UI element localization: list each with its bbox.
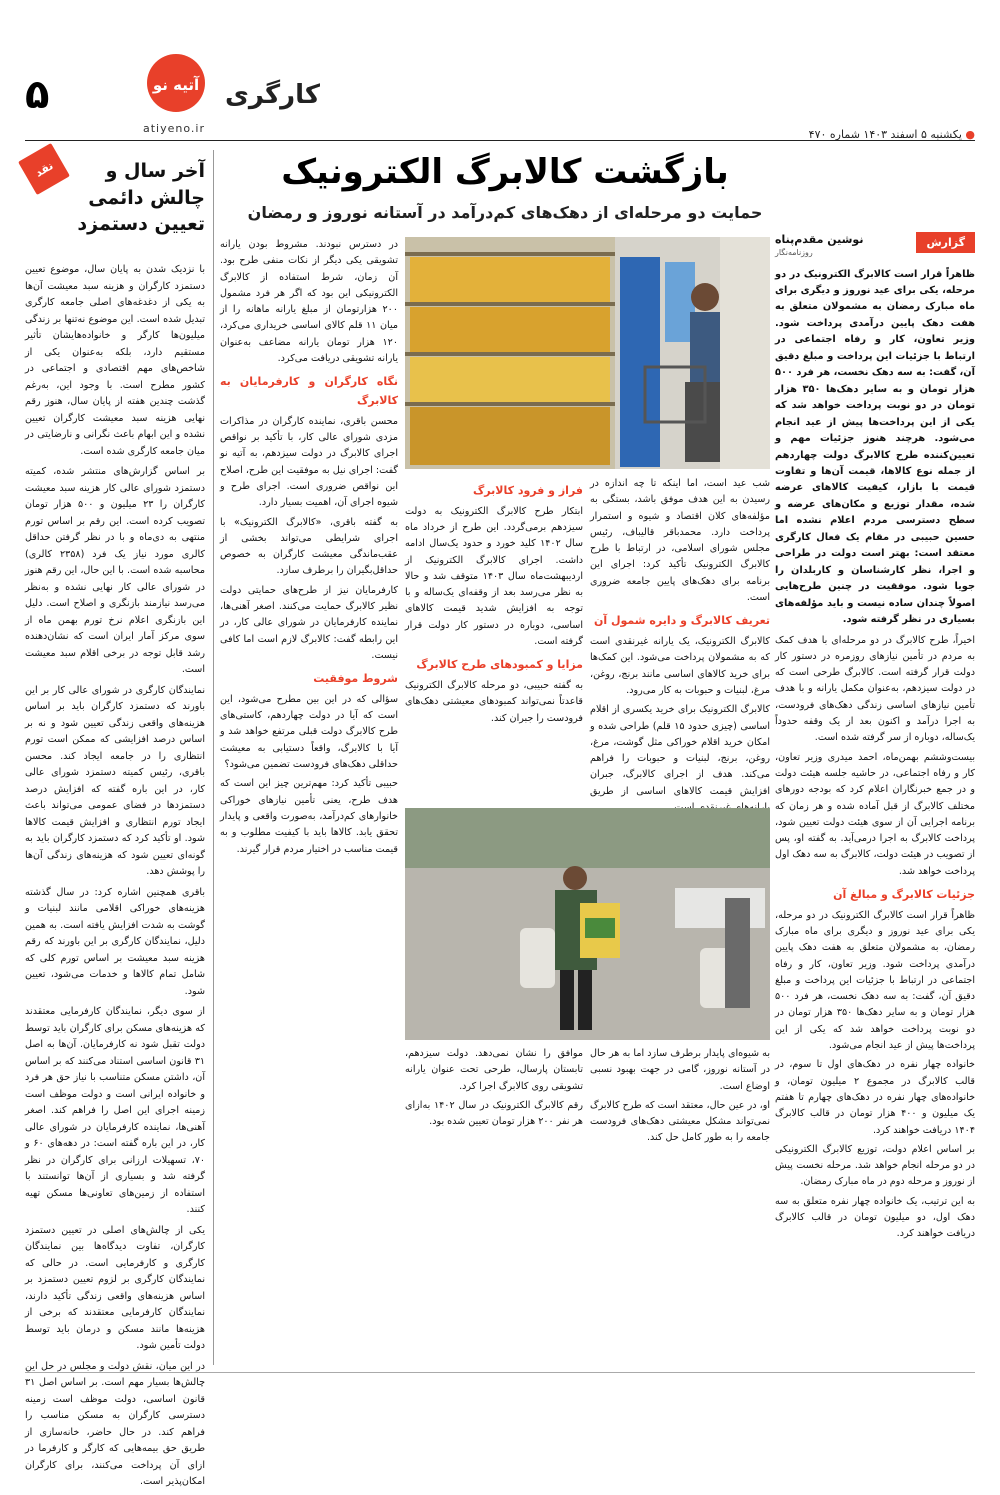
section-title: کارگری <box>225 80 320 110</box>
critique-tag: نقد <box>18 143 70 195</box>
section-heading: تعریف کالابرگ و دایره شمول آن <box>593 614 770 628</box>
section-heading: مزایا و کمبودهای طرح کالابرگ <box>416 658 583 672</box>
section-heading: شروط موفقیت <box>313 672 398 686</box>
svg-text:آتیه نو: آتیه نو <box>152 76 200 94</box>
masthead <box>25 50 975 141</box>
supermarket-illustration <box>405 237 770 469</box>
body-paragraph: موافق را نشان نمی‌دهد. دولت سیزدهم، تابستان پارسال، طرحی تحت عنوان یارانه تشویقی روی کالابرگ اجرا کرد. <box>405 1048 583 1092</box>
body-paragraph: به این ترتیب، یک خانواده چهار نفره متعلق به سه دهک اول، دو میلیون تومان در قالب کالابرگ دریافت خواهند کرد. <box>775 1195 975 1240</box>
body-paragraph: به گفته باقری، «کالابرگ الکترونیک» با اجرای شرایطی می‌تواند بخشی از عقب‌ماندگی معیشت کارگران به خصوص حداقل‌بگیران را برطرف سازد. <box>220 516 398 577</box>
middle-right-column <box>590 476 770 816</box>
middle-center-column <box>405 476 583 727</box>
column-divider <box>213 150 214 1365</box>
body-paragraph: به گفته حبیبی، دو مرحله کالابرگ الکترونیک قاعدتاً نمی‌تواند کمبودهای معیشتی دهک‌های فرودست را جبران کند. <box>405 680 583 724</box>
body-paragraph: سؤالی که در این بین مطرح می‌شود، این است که آیا در دولت چهاردهم، کاستی‌های طرح کالابرگ دولت قبلی مرتفع خواهد شد و آیا با کالابرگ، واقعاً دستیابی به معیشت حداقلی دهک‌های فرودست تضمین می‌شود؟ <box>220 693 398 771</box>
section-heading: جزئیات کالابرگ و مبالغ آن <box>833 888 975 901</box>
section-heading: فراز و فرود کالابرگ <box>473 484 583 497</box>
main-headline: بازگشت کالابرگ الکترونیک <box>281 152 729 192</box>
body-paragraph: در دسترس نبودند. مشروط بودن یارانه تشویقی یکی دیگر از نکات منفی طرح بود. آن زمان، شرط استفاده از کالابرگ الکترونیکی این بود که اگر هر فرد مشمول ۲۰۰ هزارتومان از مبلغ یارانه ماهانه را از میان ۱۱ قلم کالای اساسی خریداری می‌کرد، ۱۲۰ هزار تومان یارانه مضاعف به‌عنوان یارانه تشویقی دریافت می‌کرد. <box>220 239 398 365</box>
body-paragraph: شب عید است، اما اینکه تا چه اندازه در رسیدن به این هدف موفق باشد، بستگی به مؤلفه‌های کلان اقتصاد و شیوه و استمرار پرداخت دارد. محمدباقر قالیباف، رئیس مجلس شورای اسلامی، در ارتباط با طرح کالابرگ الکترونیک تأکید کرد: اجرای این برنامه برای دهک‌های پایین جامعه ضروری است. <box>590 478 770 604</box>
body-paragraph: حبیبی تأکید کرد: مهم‌ترین چیز این است که هدف طرح، یعنی تأمین نیازهای خوراکی خانوارهای کم‌درآمد، به‌صورت واقعی و پایدار تحقق یابد. کالاها باید با کیفیت مطلوب و به قیمت مناسب در اختیار مردم قرار گیرند. <box>220 778 398 855</box>
left-commentary-column <box>25 150 205 1487</box>
middle-left-column <box>220 237 398 858</box>
photo-shopping-bags <box>405 808 770 1040</box>
left-headline: آخر سال و چالش دائمی تعیین دستمزد <box>77 160 205 236</box>
author-role: روزنامه‌نگار <box>775 248 813 258</box>
left-body <box>25 262 205 1495</box>
right-body <box>775 633 975 1243</box>
body-paragraph: کارفرمایان نیز از طرح‌های حمایتی دولت نظیر کالابرگ حمایت می‌کنند. اصغر آهنی‌ها، نماینده کارفرمایان در شورای عالی کار، در این رابطه گفت: کالابرگ لازم است اما کافی نیست. <box>220 584 398 661</box>
left-paragraph: بر اساس گزارش‌های منتشر شده، کمیته دستمزد شورای عالی کار هزینه سبد معیشت کارگران را ۲۳ میلیون و ۵۰۰ هزار تومان تصویب کرده است. این رقم بر اساس تورم منتهی به دی‌ماه و با در نظر گرفتن حداقل کالری مورد نیاز یک فرد (۲۳۵۸ کالری) محاسبه شده است. با این حال، این رقم هنوز در شورای عالی کار نهایی نشده و به‌نظر می‌رسد نیازمند بازنگری و اصلاح است. دلیل این بازنگری اعلام نرخ تورم بهمن ماه از سوی مرکز آمار ایران است که نشان‌دهنده رشد قابل توجه در برخی اقلام سبد معیشت است. <box>25 466 205 675</box>
body-paragraph: ظاهراً قرار است کالابرگ الکترونیک در دو مرحله، یکی برای عید نوروز و دیگری برای ماه مبارک رمضان، به مشمولان متعلق به هفت دهک پایین درآمدی پرداخت شود. وزیر تعاون، کار و رفاه اجتماعی در ارتباط با جزئیات این پرداخت و مبلغ دقیق آن، گفت: به سه دهک نخست، هر فرد ۵۰۰ هزار تومان و به سایر دهک‌ها ۳۵۰ هزار تومان در دو نوبت پرداخت خواهد شد که یکی از این پرداخت‌ها پیش از عید انجام می‌شود. <box>775 909 975 1052</box>
body-paragraph: کالابرگ الکترونیک، یک یارانه غیرنقدی است که به مشمولان پرداخت می‌شود. این کمک‌ها برای خرید کالاهای اساسی مانند برنج، روغن، مرغ، لبنیات و حبوبات به کار می‌رود. <box>590 636 770 696</box>
body-paragraph: بیست‌وششم بهمن‌ماه، احمد میدری وزیر تعاون، کار و رفاه اجتماعی، در حاشیه جلسه هیئت دولت و در جمع خبرنگاران اعلام کرد که بودجه دورهای مختلف کالابرگ از قبل آماده شده و هر زمان که برنامه اجرایی آن از سوی هیئت دولت تعیین شود، پرداخت کالابرگ به اجرا درمی‌آید. به گفته او، پس از تصویب در هیئت دولت، کالابرگ به سه دهک اول پرداخت خواهد شد. <box>775 751 975 877</box>
photo-supermarket <box>405 237 770 469</box>
body-paragraph: خانواده چهار نفره در دهک‌های اول تا سوم، در قالب کالابرگ در مجموع ۲ میلیون تومان، و خانواده‌های چهار نفره در دهک‌های چهارم تا هفتم یک میلیون و ۴۰۰ هزار تومان در قالب کالابرگ ۱۴۰۴ دریافت خواهند کرد. <box>775 1059 975 1136</box>
body-paragraph: بر اساس اعلام دولت، توزیع کالابرگ الکترونیکی در دو مرحله انجام خواهد شد. مرحله نخست پیش از نوروز و مرحله دوم در ماه مبارک رمضان. <box>775 1143 975 1188</box>
left-paragraph: یکی از چالش‌های اصلی در تعیین دستمزد کارگران، تفاوت دیدگاه‌ها بین نمایندگان کارگری و کارفرمایی است. در حالی که نمایندگان کارگری بر لزوم تعیین دستمزد بر اساس هزینه‌های واقعی زندگی تأکید دارند، نمایندگان کارفرمایی معتقدند که برخی از هزینه‌ها مانند مسکن و درمان باید توسط دولت تأمین شود. <box>25 1224 205 1351</box>
lead-paragraph: ظاهراً قرار است کالابرگ الکترونیک در دو مرحله، یکی برای عید نوروز و دیگری برای ماه مبارک رمضان به مشمولان متعلق به هفت دهک پایین درآمدی پرداخت شود. وزیر تعاون، کار و رفاه اجتماعی در ارتباط با جزئیات این پرداخت و مبلغ دقیق آن، گفت: به سه دهک نخست، هر فرد ۵۰۰ هزار تومان و به سایر دهک‌ها ۳۵۰ هزار تومان در دو نوبت پرداخت خواهد شد که یکی از این پرداخت‌ها پیش از عید انجام می‌شود. هرچند هنوز جزئیات مهم و تعیین‌کننده طرح کالابرگ دولت چهاردهم از جمله نوع کالاها، قیمت آن‌ها و تفاوت قیمت با بازار، کیفیت کالاهای عرضه شده، مقدار توزیع و مکان‌های عرضه و سطح دسترسی مردم اعلام نشده اما حسین حبیبی در مقام یک فعال کارگری معتقد است: بهتر است دولت در طراحی و اجرا، نظر کارشناسان و کاربلدان را جویا شود. موفقیت در چنین طرح‌هایی اصولاً چندان ساده نیست و باید مؤلفه‌های بسیاری در نظر گرفته شود. <box>775 268 975 626</box>
bottom-right-column <box>590 1046 770 1147</box>
body-paragraph: به شیوه‌ای پایدار برطرف سازد اما به هر حال در آستانه نوروز، گامی در جهت بهبود نسبی اوضاع است. <box>590 1048 770 1092</box>
body-paragraph: کالابرگ الکترونیک برای خرید یکسری از اقلام اساسی (چیزی حدود ۱۵ قلم) طراحی شده و امکان خرید اقلام خوراکی مثل گوشت، مرغ، روغن، برنج، لبنیات و حبوبات را فراهم می‌کند. هدف از اجرای کالابرگ، جبران افزایش قیمت کالاهای اساسی از طریق <box>590 704 770 797</box>
header-rule <box>25 140 975 141</box>
newspaper-logo <box>145 52 207 114</box>
bullet-icon: ● <box>965 128 975 141</box>
issue-date-number: یکشنبه ۵ اسفند ۱۴۰۳ شماره ۴۷۰ <box>808 128 962 141</box>
left-paragraph: باقری همچنین اشاره کرد: در سال گذشته هزینه‌های خوراکی اقلامی مانند لبنیات و گوشت به شدت افزایش یافته است. به همین دلیل، نمایندگان کارگری بر این باورند که رقم هزینه سبد معیشت بر اساس تورم کلی که شامل تمام کالاها و خدمات می‌شود، تعیین شود. <box>25 886 205 997</box>
page-number: ۵ <box>25 72 50 118</box>
left-paragraph: با نزدیک شدن به پایان سال، موضوع تعیین دستمزد کارگران و هزینه سبد معیشت آن‌ها به یکی از دغدغه‌های اصلی جامعه کارگری تبدیل شده است. این موضوع نه‌تنها بر زندگی میلیون‌ها کارگر و خانواده‌هایشان تأثیر مستقیم دارد، بلکه به‌عنوان یکی از شاخص‌های مهم اقتصادی و اجتماعی در کشور مطرح است. با وجود این، به‌رغم گذشت چندین هفته از پایان سال، هنوز رقم نهایی هزینه سبد معیشت کارگران تعیین نشده و این ابهام باعث نگرانی و نارضایتی در میان جامعه کارگری شده است. <box>25 264 205 457</box>
body-paragraph: رقم کالابرگ الکترونیک در سال ۱۴۰۲ به‌ازای هر نفر ۲۰۰ هزار تومان تعیین شده بود. <box>405 1099 583 1128</box>
body-paragraph: اخیراً، طرح کالابرگ در دو مرحله‌ای با هدف کمک به مردم در تأمین نیازهای روزمره در دستور کار دولت قرار گرفته است. کالابرگ طرحی است که در دولت سیزدهم، به‌عنوان مکمل یارانه و با هدف تأمین نیازهای اساسی زندگی دهک‌های فرودست، به اجرا درآمد و اکنون بعد از یک وقفه حدوداً یک‌ساله، دوباره از سر گرفته شده است. <box>775 634 975 744</box>
left-paragraph: از سوی دیگر، نمایندگان کارفرمایی معتقدند که هزینه‌های مسکن برای کارگران باید توسط دولت تقبل شود نه کارفرمایان. آن‌ها به اصل ۳۱ قانون اساسی استناد می‌کنند که بر اساس آن، داشتن مسکن متناسب با نیاز حق هر فرد و خانواده ایرانی است و دولت موظف است زمینه اجرای این اصل را فراهم کند. اصغر آهنی‌ها، نماینده کارفرمایان در شورای عالی کار، در این باره گفته است: در دهه‌های ۶۰ و ۷۰، تسهیلات ارزانی برای کارگران در نظر گرفته شد و بسیاری از آن‌ها توانستند با استفاده از زمین‌های تعاونی‌ها مسکن تهیه کنند. <box>25 1006 205 1215</box>
left-paragraph: نمایندگان کارگری در شورای عالی کار بر این باورند که دستمزد کارگران باید بر اساس هزینه‌های واقعی زندگی تعیین شود و نه بر اساس درصد افزایشی که ممکن است تورم انتظاری را در جامعه ایجاد کند. محسن باقری، رئیس کمیته دستمزد شورای عالی کار، در این باره گفته که افزایش درصد دستمزدها در فضای عمومی می‌تواند باعث ایجاد تورم انتظاری و افزایش قیمت کالاها شود. او تأکید کرد که دستمزد کارگران باید به گونه‌ای تعیین شود که هزینه‌های زندگی آن‌ها را پوشش دهد. <box>25 684 205 877</box>
site-url[interactable]: atiyeno.ir <box>143 122 205 135</box>
street-illustration <box>405 808 770 1040</box>
body-paragraph: ابتکار طرح کالابرگ الکترونیک به دولت سیزدهم برمی‌گردد. این طرح از خرداد ماه سال ۱۴۰۲ کلید خورد و حدود یک‌سال ادامه داشت. اجرای کالابرگ الکترونیک از اردیبهشت‌ماه سال ۱۴۰۳ متوقف شد و حالا به نظر می‌رسد بعد از وقفه‌ای یک‌ساله و با توجه به افزایش شدید قیمت کالاهای اساسی، دوباره در دستور کار دولت قرار گرفته است. <box>405 505 584 648</box>
report-header <box>775 232 975 259</box>
body-paragraph: او، در عین حال، معتقد است که طرح کالابرگ نمی‌تواند مشکل معیشتی دهک‌های فرودست جامعه را به طور کامل حل کند. <box>590 1099 770 1144</box>
main-subhead: حمایت دو مرحله‌ای از دهک‌های کم‌درآمد در آستانه نوروز و رمضان <box>247 203 763 222</box>
footer-rule <box>25 1372 975 1373</box>
right-column <box>775 232 975 1246</box>
byline <box>775 232 863 259</box>
body-paragraph: محسن باقری، نماینده کارگران در مذاکرات مزدی شورای عالی کار، با تأکید بر نواقص اجرای کالابرگ در دولت سیزدهم، به آتیه نو گفت: اجرای نیل به موفقیت این طرح، اصلاح این نواقص ضروری است. اجرای طرح و شیوه اجرای آن، اهمیت بسیار دارد. <box>220 415 398 509</box>
left-paragraph: در این میان، نقش دولت و مجلس در حل این چالش‌ها بسیار مهم است. بر اساس اصل ۳۱ قانون اساسی، دولت موظف است زمینه دسترسی کارگران به مسکن مناسب را فراهم کند. در حال حاضر، خانه‌سازی از طریق حق بیمه‌هایی که کارگر و کارفرما در ازای آن پرداخت می‌کنند، برای کارگران امکان‌پذیر است. <box>25 1360 205 1487</box>
section-heading: نگاه کارگران و کارفرمایان به کالابرگ <box>220 375 398 408</box>
bottom-center-column <box>405 1046 583 1130</box>
report-badge: گزارش <box>916 232 975 253</box>
author-name: نوشین مقدم‌پناه <box>775 233 864 246</box>
